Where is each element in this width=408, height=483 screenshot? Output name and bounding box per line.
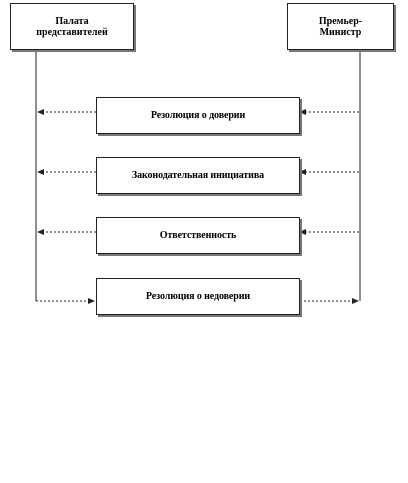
right-actor-box: Премьер- Министр — [287, 3, 394, 50]
relation-box-1: Резолюция о доверии — [96, 97, 300, 134]
relation-box-4: Резолюция о недоверии — [96, 278, 300, 315]
relation-box-3: Ответственность — [96, 217, 300, 254]
left-actor-box: Палата представителей — [10, 3, 134, 50]
relation-box-2: Законодательная инициатива — [96, 157, 300, 194]
